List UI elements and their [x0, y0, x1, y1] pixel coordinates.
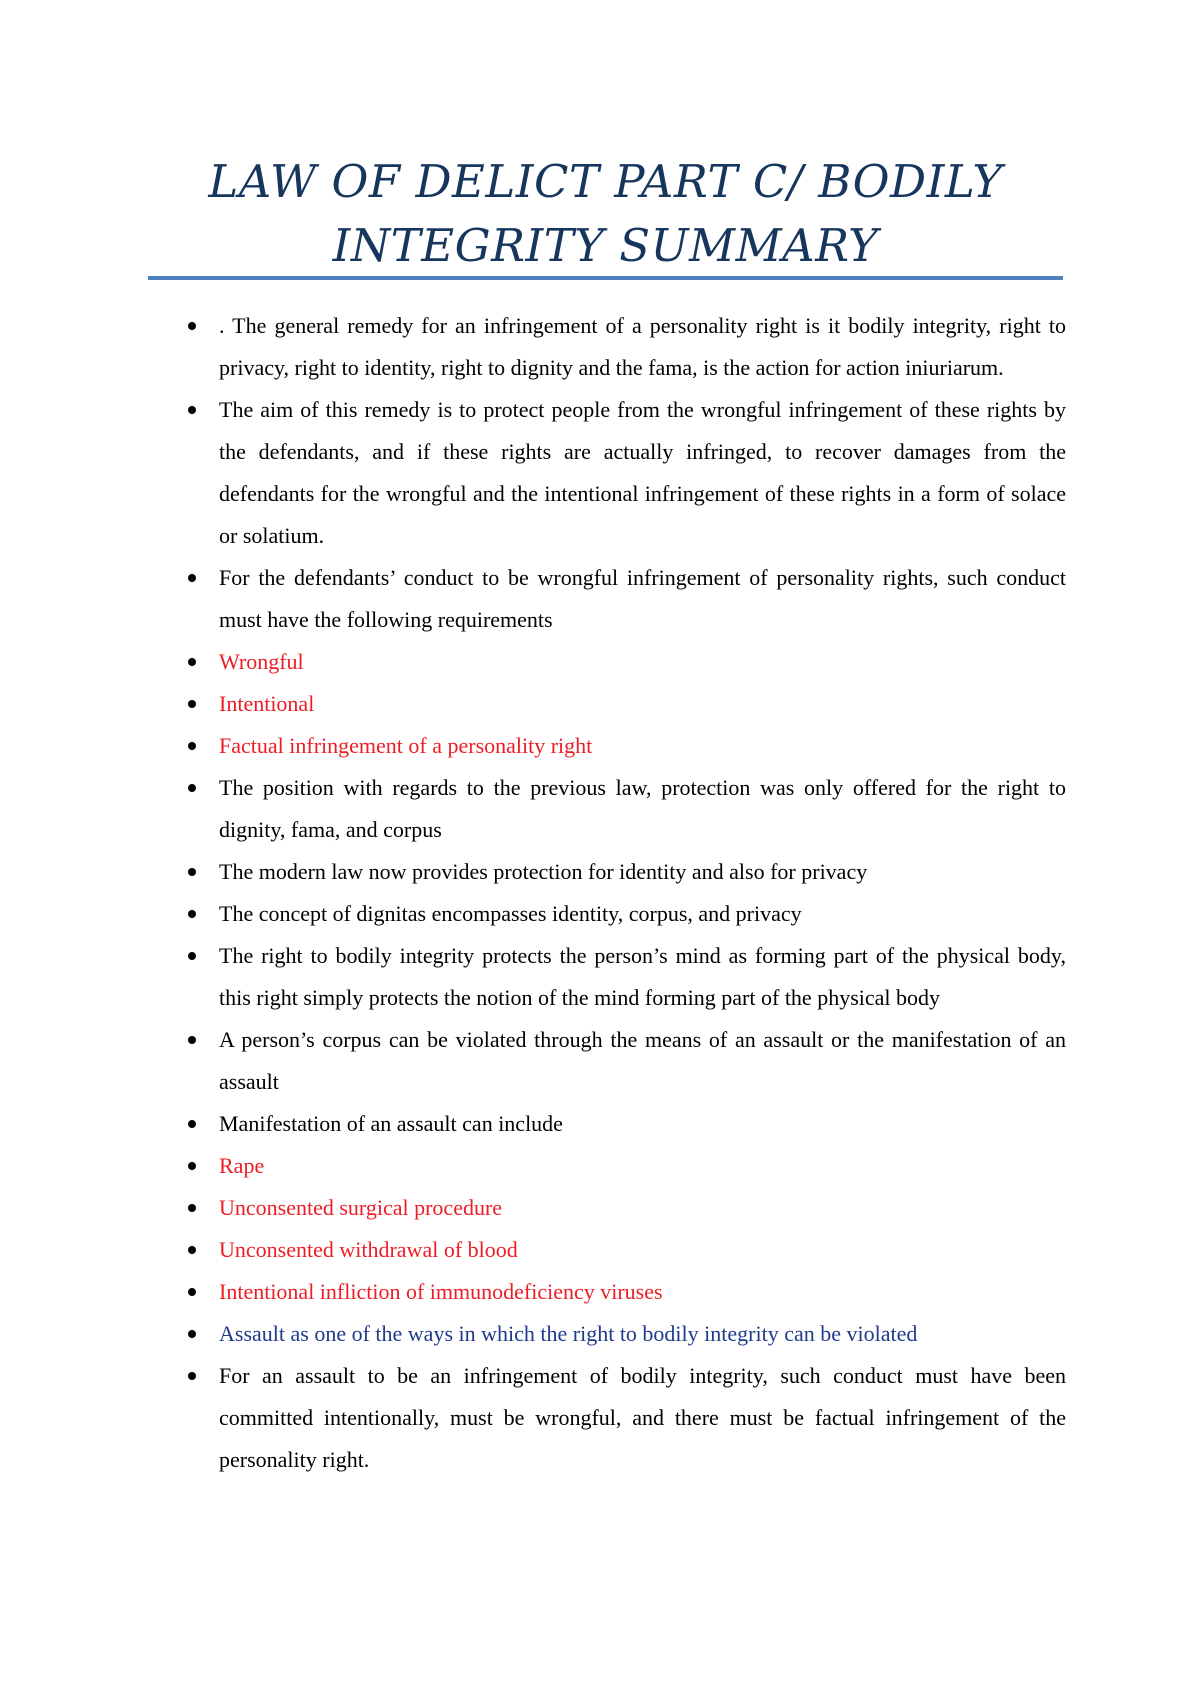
bullet-item [148, 767, 1066, 851]
bullet-dot-icon [188, 1330, 196, 1338]
bullet-item [148, 557, 1066, 641]
bullet-item [148, 1355, 1066, 1481]
bullet-dot-icon [188, 658, 196, 666]
bullet-dot-icon [188, 1162, 196, 1170]
bullet-item [148, 1229, 1066, 1271]
bullet-dot-icon [188, 322, 196, 330]
bullet-dot-icon [188, 700, 196, 708]
bullet-item [148, 305, 1066, 389]
bullet-text: For the defendants’ conduct to be wrongful infringement of personality rights, such conduct must have the following requirements [219, 565, 1066, 632]
bullet-item [148, 1187, 1066, 1229]
bullet-dot-icon [188, 1246, 196, 1254]
title-line-2: INTEGRITY SUMMARY [332, 219, 879, 272]
bullet-text: Unconsented withdrawal of blood [219, 1237, 518, 1262]
bullet-dot-icon [188, 1120, 196, 1128]
bullet-text: The aim of this remedy is to protect people from the wrongful infringement of these rights by the defendants, and if these rights are actually infringed, to recover damages from the defendants for the wrongful and the intentional infringement of these rights in a form of solace or solatium. [219, 397, 1066, 548]
bullet-item [148, 1019, 1066, 1103]
bullet-text: For an assault to be an infringement of bodily integrity, such conduct must have been committed intentionally, must be wrongful, and there must be factual infringement of the personality right. [219, 1363, 1066, 1472]
bullet-text: . The general remedy for an infringement of a personality right is it bodily integrity, right to privacy, right to identity, right to dignity and the fama, is the action for action iniuriarum. [219, 313, 1066, 380]
bullet-item [148, 725, 1066, 767]
bullet-item [148, 1103, 1066, 1145]
title-line-1: LAW OF DELICT PART C/ BODILY [208, 155, 1003, 208]
bullet-item [148, 641, 1066, 683]
bullet-item [148, 851, 1066, 893]
bullet-item [148, 893, 1066, 935]
bullet-dot-icon [188, 910, 196, 918]
bullet-dot-icon [188, 742, 196, 750]
bullet-item [148, 1145, 1066, 1187]
bullet-item [148, 683, 1066, 725]
bullet-text: The modern law now provides protection for identity and also for privacy [219, 859, 868, 884]
bullet-list [148, 305, 1066, 1481]
bullet-text: The position with regards to the previous law, protection was only offered for the right to dignity, fama, and corpus [219, 775, 1066, 842]
bullet-dot-icon [188, 784, 196, 792]
bullet-dot-icon [188, 868, 196, 876]
bullet-item [148, 1313, 1066, 1355]
bullet-text: Manifestation of an assault can include [219, 1111, 563, 1136]
bullet-dot-icon [188, 1036, 196, 1044]
bullet-text: Assault as one of the ways in which the right to bodily integrity can be violated [219, 1321, 918, 1346]
title-underline-rule [148, 276, 1063, 280]
bullet-text: Intentional [219, 691, 315, 716]
document-title [148, 150, 1063, 278]
bullet-item [148, 389, 1066, 557]
bullet-text: A person’s corpus can be violated through the means of an assault or the manifestation of an assault [219, 1027, 1066, 1094]
bullet-item [148, 935, 1066, 1019]
bullet-dot-icon [188, 406, 196, 414]
bullet-text: Unconsented surgical procedure [219, 1195, 503, 1220]
bullet-dot-icon [188, 952, 196, 960]
bullet-text: The right to bodily integrity protects the person’s mind as forming part of the physical body, this right simply protects the notion of the mind forming part of the physical body [219, 943, 1066, 1010]
bullet-text: The concept of dignitas encompasses identity, corpus, and privacy [219, 901, 802, 926]
bullet-text: Rape [219, 1153, 265, 1178]
bullet-dot-icon [188, 1372, 196, 1380]
bullet-dot-icon [188, 574, 196, 582]
bullet-dot-icon [188, 1288, 196, 1296]
bullet-dot-icon [188, 1204, 196, 1212]
bullet-text: Wrongful [219, 649, 304, 674]
bullet-text: Intentional infliction of immunodeficiency viruses [219, 1279, 663, 1304]
bullet-text: Factual infringement of a personality right [219, 733, 593, 758]
bullet-item [148, 1271, 1066, 1313]
